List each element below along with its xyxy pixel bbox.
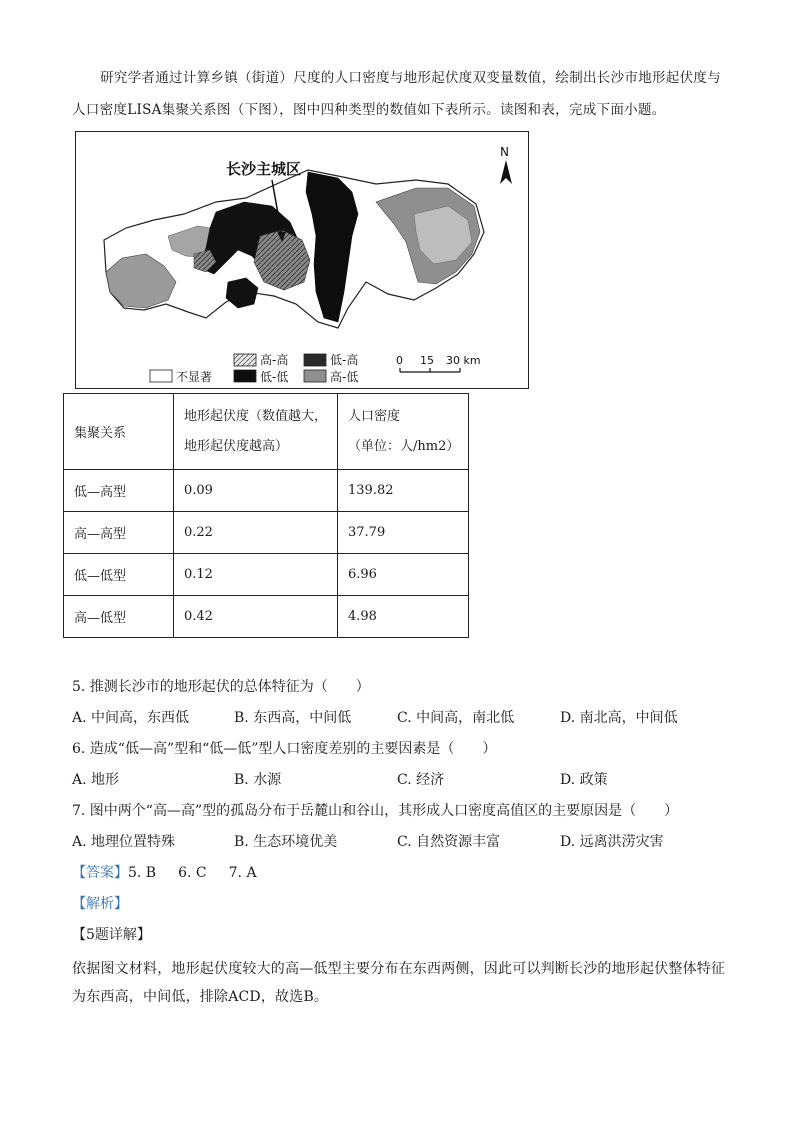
option-5c: C. 中间高，南北低 (397, 710, 515, 726)
answer-item: 6. C (178, 865, 207, 881)
lisa-map (76, 132, 528, 388)
table-header-row (64, 394, 469, 470)
legend-high-high: 高-高 (260, 353, 289, 367)
table-row: 低—高型 0.09 139.82 (64, 470, 469, 512)
scale-bar (396, 354, 481, 372)
option-6c: C. 经济 (397, 772, 445, 788)
question-5-stem: 5. 推测长沙市的地形起伏的总体特征为（ ） (72, 679, 370, 695)
answer-line (72, 862, 279, 882)
answer-label: 【答案】 (72, 865, 128, 881)
svg-text:N: N (500, 145, 509, 159)
svg-text:0: 0 (396, 354, 403, 367)
detail-paragraph: 依据图文材料，地形起伏度较大的高—低型主要分布在东西两侧，因此可以判断长沙的地形起伏整体特征为东西高，中间低，排除ACD，故选B。 (72, 961, 726, 1005)
question-7-stem: 7. 图中两个“高—高”型的孤岛分布于岳麓山和谷山，其形成人口密度高值区的主要原因是（ ） (72, 803, 679, 819)
table-row: 高—高型 0.22 37.79 (64, 512, 469, 554)
svg-text:15: 15 (420, 354, 434, 367)
header-relief: 地形起伏度（数值越大， 地形起伏度越高） (174, 394, 338, 470)
legend-low-high: 低-高 (330, 353, 359, 367)
data-table (63, 393, 469, 638)
header-density: 人口密度 （单位：人/hm2） (338, 394, 469, 470)
option-6d: D. 政策 (560, 772, 608, 788)
question-6-stem: 6. 造成“低—高”型和“低—低”型人口密度差别的主要因素是（ ） (72, 741, 497, 757)
north-arrow-icon (500, 145, 512, 184)
option-5d: D. 南北高，中间低 (560, 710, 678, 726)
answer-item: 7. A (228, 865, 257, 881)
legend-insignificant: 不显著 (176, 370, 213, 384)
option-7a: A. 地理位置特殊 (72, 834, 176, 850)
answer-item: 5. B (128, 865, 157, 881)
option-6b: B. 水源 (234, 772, 282, 788)
analysis-label: 【解析】 (72, 896, 128, 912)
option-7b: B. 生态环境优美 (234, 834, 338, 850)
option-5a: A. 中间高，东西低 (72, 710, 190, 726)
legend-low-low: 低-低 (260, 370, 289, 384)
lisa-map-figure (75, 131, 529, 389)
legend-high-low: 高-低 (330, 370, 359, 384)
option-7d: D. 远离洪涝灾害 (560, 834, 664, 850)
option-7c: C. 自然资源丰富 (397, 834, 501, 850)
intro-paragraph: 研究学者通过计算乡镇（街道）尺度的人口密度与地形起伏度双变量数值，绘制出长沙市地形起伏度与人口密度LISA集聚关系图（下图），图中四种类型的数值如下表所示。读图和表，完成下面小题。 (72, 70, 721, 118)
table-row: 低—低型 0.12 6.96 (64, 554, 469, 596)
table-row: 高—低型 0.42 4.98 (64, 596, 469, 638)
option-5b: B. 东西高，中间低 (234, 710, 352, 726)
map-legend (150, 352, 358, 384)
header-cluster-type: 集聚关系 (64, 394, 174, 470)
option-6a: A. 地形 (72, 772, 120, 788)
map-callout-label: 长沙主城区 (226, 160, 302, 178)
detail-label: 【5题详解】 (72, 927, 151, 943)
svg-text:30 km: 30 km (446, 354, 481, 367)
